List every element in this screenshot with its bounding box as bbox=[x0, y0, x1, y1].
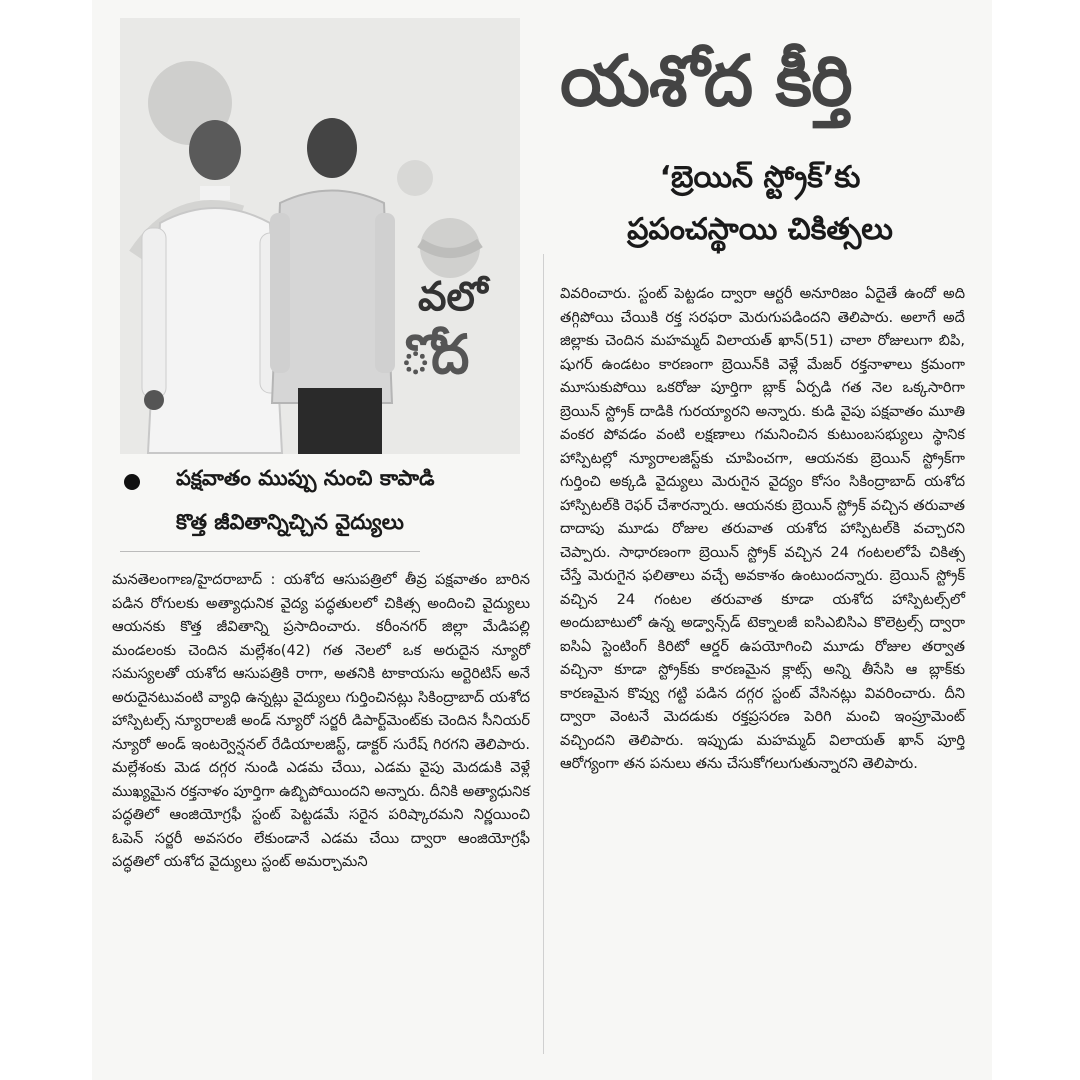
section-divider bbox=[120, 551, 420, 552]
article-body-right-column bbox=[560, 282, 965, 776]
highlight-line-1: పక్షవాతం ముప్పు నుంచి కాపాడి bbox=[176, 466, 435, 490]
column-divider bbox=[543, 254, 544, 1054]
article-subhead-line-2: ప్రపంచస్థాయి చికిత్సలు bbox=[627, 212, 893, 247]
article-body-left-column bbox=[112, 568, 530, 874]
bullet-dot-icon bbox=[124, 474, 140, 490]
article-headline: యశోద కీర్తి bbox=[560, 40, 852, 122]
right-column-text: వివరించారు. స్టంట్ పెట్టడం ద్వారా ఆర్టరీ అనూరిజం ఏదైతే ఉందో అది తగ్గిపోయి చేయికి రక్త సరఫరా మెరుగుపడిందని తెలిపారు. అలాగే అదే జిల్లాకు చెందిన మహమ్మద్ విలాయత్ ఖాన్(51) చాలా రోజులుగా బిపి, షుగర్ ఉండటం కారణంగా బ్రెయిన్‌కి వెళ్లే మేజర్ రక్తనాళాలు క్రమంగా మూసుకుపోయి ఒకరోజు పూర్తిగా బ్లాక్ ఏర్పడి గత నెల ఒక్కసారిగా బ్రెయిన్ స్ట్రోక్ దాడికి గురయ్యారని అన్నారు. కుడి వైపు పక్షవాతం మూతి వంకర పోవడం వంటి లక్షణాలు గమనించిన కుటుంబసభ్యులు స్థానిక హాస్పిటల్లో న్యూరాలజిస్ట్‌కు చూపించగా, ఆయనకు బ్రెయిన్ స్ట్రోక్‌గా గుర్తించి అక్కడి వైద్యులు మెరుగైన వైద్యం కోసం సికింద్రాబాద్ యశోద హాస్పిటల్‌కి రెఫర్ చేశారన్నారు. ఆయనకు బ్రెయిన్ స్ట్రోక్ వచ్చిన తరువాత దాదాపు మూడు రోజుల తరువాత యశోద హాస్పిటల్‌కి వచ్చారని చెప్పారు. సాధారణంగా బ్రెయిన్ స్ట్రోక్ వచ్చిన 24 గంటలలోపే చికిత్స చేస్తే మెరుగైన ఫలితాలు వచ్చే అవకాశం ఉంటుందన్నారు. బ్రెయిన్ స్ట్రోక్ వచ్చిన 24 గంటల తరువాత కూడా యశోద హాస్పిటల్స్‌లో అందుబాటులో ఉన్న అడ్వాన్స్‌డ్ టెక్నాలజీ ఐసిఎబిసిఎ కొలెట్రల్స్ ద్వారా ఐసిఏ స్టెంటింగ్ కిరిటో ఆర్డర్ ఉపయోగించి మూడు రోజుల తర్వాత వచ్చినా కూడా స్ట్రోక్‌కు కారణమైన క్లాట్స్ అన్ని తీసేసి ఆ బ్లాక్‌కు కారణమైన కొవ్వు గట్టి పడిన దగ్గర స్టంట్ వేసినట్లు వివరించారు. దీని ద్వారా వెంటనే మెదడుకు రక్తప్రసరణ పెరిగి మంచి ఇంప్రూమెంట్ వచ్చిందని తెలిపారు. ఇప్పుడు మహమ్మద్ విలాయత్ ఖాన్ పూర్తి ఆరోగ్యంగా తన పనులు తను చేసుకోగలుగుతున్నారని తెలిపారు. bbox=[560, 285, 965, 772]
highlight-line-2: కొత్త జీవితాన్నిచ్చిన వైద్యులు bbox=[176, 510, 404, 534]
backdrop-text-2: ోద bbox=[400, 323, 470, 386]
left-column-text: మనతెలంగాణ/హైదరాబాద్ : యశోద ఆసుపత్రిలో తీవ్ర పక్షవాతం బారిన పడిన రోగులకు అత్యాధునిక వైద్య పద్ధతులలో చికిత్స అందించి వైద్యులు ఆయనకు కొత్త జీవితాన్ని ప్రసాదించారు. కరీంనగర్ జిల్లా మేడిపల్లి మండలంకు చెందిన మల్లేశం(42) గత నెలలో ఒక అరుదైన న్యూరో సమస్యలతో యశోద ఆసుపత్రికి రాగా, అతనికి టాకాయసు అర్టెరిటిస్ అనే అరుదైనటువంటి వ్యాధి ఉన్నట్లు వైద్యులు గుర్తించినట్లు సికింద్రాబాద్ యశోద హాస్పిటల్స్ న్యూరాలజీ అండ్ న్యూరో సర్జరీ డిపార్ట్‌మెంట్‌కు చెందిన సీనియర్ న్యూరో అండ్ ఇంటర్వెన్షనల్ రేడియాలజిస్ట్, డాక్టర్ సురేష్ గిరగని తెలిపారు. మల్లేశంకు మెడ దగ్గర నుండి ఎడమ చేయి, ఎడమ వైపు మెదడుకి వెళ్లే ముఖ్యమైన రక్తనాళం పూర్తిగా ఉబ్బిపోయిందని అన్నారు. దీనికి అత్యాధునిక పద్ధతిలో ఆంజియోగ్రఫీ స్టంట్ పెట్టడమే సరైన పరిష్కారమని నిర్ణయించి ఓపెన్ సర్జరీ అవసరం లేకుండానే ఎడమ చేయి ద్వారా ఆంజియోగ్రఫీ పద్ధతిలో యశోద వైద్యులు స్టంట్ అమర్చామని bbox=[112, 571, 530, 870]
backdrop-text-1: వలో bbox=[418, 274, 488, 320]
article-photo bbox=[120, 18, 520, 454]
photo-illustration bbox=[120, 18, 520, 454]
article-subhead-line-1: ‘బ్రెయిన్ స్ట్రోక్’కు bbox=[659, 160, 861, 195]
